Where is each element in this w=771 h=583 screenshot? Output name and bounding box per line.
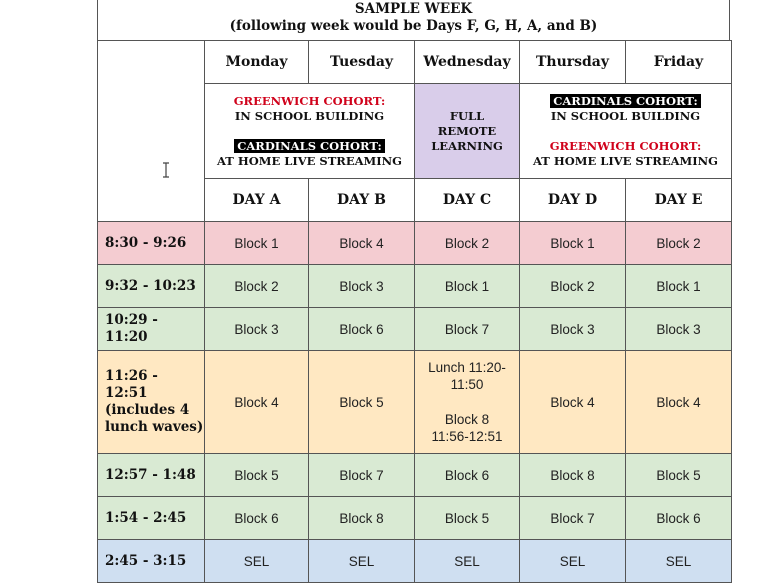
time-slot: 2:45 - 3:15: [98, 540, 205, 583]
cohort-bottom-label: GREENWICH COHORT:: [549, 138, 702, 153]
table-row: [98, 540, 732, 583]
block-cell: Block 6: [415, 454, 520, 497]
block-cell: Block 6: [626, 497, 732, 540]
day-letter: DAY E: [626, 179, 732, 222]
block-cell: Block 5: [309, 351, 415, 454]
time-slot: 9:32 - 10:23: [98, 265, 205, 308]
table-row: [98, 308, 732, 351]
time-slot: 1:54 - 2:45: [98, 497, 205, 540]
schedule-title: [97, 0, 730, 40]
cohort-bottom-label: CARDINALS COHORT:: [234, 139, 385, 153]
lunch-line: Block 8: [444, 412, 490, 427]
block-cell: Block 2: [205, 265, 309, 308]
block-cell: Block 7: [415, 308, 520, 351]
days-header-row: [98, 41, 732, 84]
table-row: [98, 454, 732, 497]
table-row: [98, 265, 732, 308]
text-cursor-icon: [162, 162, 170, 178]
block-cell: Block 1: [415, 265, 520, 308]
block-cell: Block 7: [309, 454, 415, 497]
block-cell: Block 2: [520, 265, 626, 308]
remote-learning-cell: [415, 84, 520, 179]
table-row: [98, 497, 732, 540]
block-cell: Block 6: [205, 497, 309, 540]
cohort-top-text: IN SCHOOL BUILDING: [234, 108, 385, 123]
cohort-top-label: CARDINALS COHORT:: [550, 94, 701, 108]
day-letter: DAY D: [520, 179, 626, 222]
time-line: lunch waves): [105, 419, 204, 435]
sel-cell: SEL: [205, 540, 309, 583]
cohort-bottom-text: AT HOME LIVE STREAMING: [533, 153, 718, 168]
lunch-cell: [415, 351, 520, 454]
remote-line-2: REMOTE: [437, 123, 497, 138]
lunch-line: Lunch 11:20-: [428, 360, 506, 375]
cohort-cell-thu-fri: [520, 84, 732, 179]
table-row-lunch: [98, 351, 732, 454]
block-cell: Block 5: [626, 454, 732, 497]
title-line-2: (following week would be Days F, G, H, A, and B): [229, 18, 598, 34]
block-cell: Block 4: [520, 351, 626, 454]
block-cell: Block 3: [520, 308, 626, 351]
lunch-line: 11:50: [450, 377, 484, 392]
sel-cell: SEL: [309, 540, 415, 583]
sel-cell: SEL: [520, 540, 626, 583]
time-slot: 8:30 - 9:26: [98, 222, 205, 265]
cohort-top-label: GREENWICH COHORT:: [233, 93, 386, 108]
block-cell: Block 1: [520, 222, 626, 265]
block-cell: Block 5: [415, 497, 520, 540]
block-cell: Block 4: [205, 351, 309, 454]
time-line: 11:26 - 12:51: [105, 368, 158, 401]
table-row: [98, 222, 732, 265]
block-cell: Block 8: [520, 454, 626, 497]
day-header-thursday: Thursday: [520, 41, 626, 84]
day-header-wednesday: Wednesday: [415, 41, 520, 84]
block-cell: Block 2: [626, 222, 732, 265]
block-cell: Block 4: [626, 351, 732, 454]
sel-cell: SEL: [626, 540, 732, 583]
block-cell: Block 3: [626, 308, 732, 351]
block-cell: Block 3: [205, 308, 309, 351]
block-cell: Block 1: [205, 222, 309, 265]
time-slot: 10:29 - 11:20: [98, 308, 205, 351]
day-letter: DAY C: [415, 179, 520, 222]
schedule-table: [97, 40, 732, 583]
block-cell: Block 3: [309, 265, 415, 308]
block-cell: Block 1: [626, 265, 732, 308]
block-cell: Block 2: [415, 222, 520, 265]
time-slot: [98, 351, 205, 454]
cohort-bottom-text: AT HOME LIVE STREAMING: [217, 153, 402, 168]
sel-cell: SEL: [415, 540, 520, 583]
block-cell: Block 4: [309, 222, 415, 265]
block-cell: Block 6: [309, 308, 415, 351]
time-line: (includes 4: [105, 402, 190, 418]
day-header-monday: Monday: [205, 41, 309, 84]
title-line-1: SAMPLE WEEK: [354, 1, 473, 17]
block-cell: Block 7: [520, 497, 626, 540]
day-letter: DAY B: [309, 179, 415, 222]
lunch-line: 11:56-12:51: [431, 429, 503, 444]
block-cell: Block 8: [309, 497, 415, 540]
day-header-friday: Friday: [626, 41, 732, 84]
remote-line-3: LEARNING: [431, 138, 503, 153]
day-header-tuesday: Tuesday: [309, 41, 415, 84]
day-letter: DAY A: [205, 179, 309, 222]
remote-line-1: FULL: [449, 108, 485, 123]
time-slot: 12:57 - 1:48: [98, 454, 205, 497]
block-cell: Block 5: [205, 454, 309, 497]
cohort-cell-mon-tue: [205, 84, 415, 179]
corner-cell: [98, 41, 205, 222]
cohort-top-text: IN SCHOOL BUILDING: [550, 108, 701, 123]
